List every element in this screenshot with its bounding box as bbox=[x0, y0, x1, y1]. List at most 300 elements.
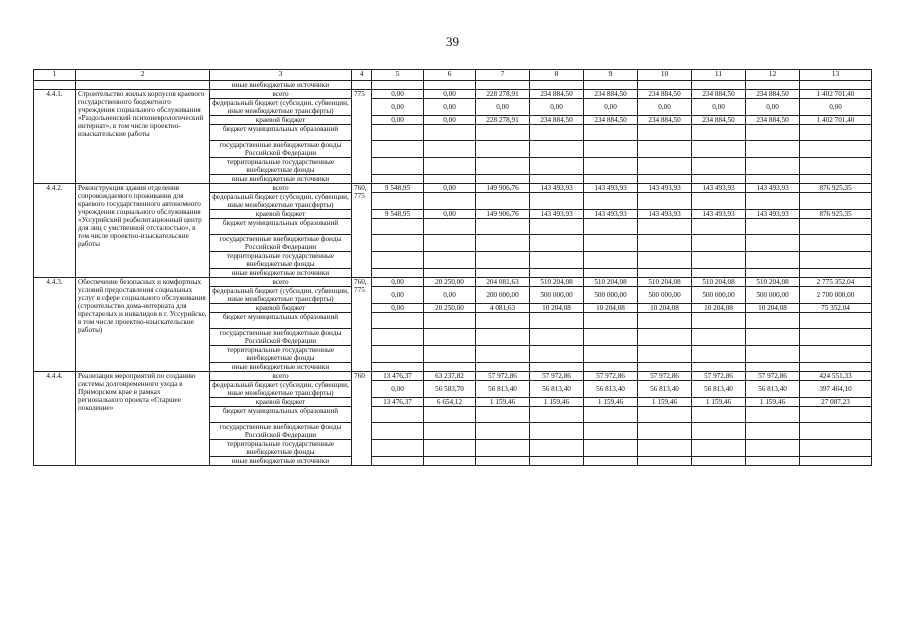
amount-cell bbox=[746, 235, 800, 252]
amount-cell: 234 884,50 bbox=[746, 90, 800, 99]
amount-cell bbox=[692, 141, 746, 158]
amount-cell bbox=[424, 440, 476, 457]
amount-cell bbox=[372, 423, 424, 440]
amount-cell bbox=[584, 158, 638, 175]
amount-cell bbox=[584, 235, 638, 252]
amount-cell: 6 654,12 bbox=[424, 398, 476, 407]
amount-cell bbox=[372, 158, 424, 175]
amount-cell bbox=[692, 440, 746, 457]
amount-cell: 10 204,08 bbox=[638, 304, 692, 313]
item-number: 4.4.2. bbox=[34, 184, 76, 278]
amount-cell bbox=[584, 329, 638, 346]
amount-cell: 13 476,37 bbox=[372, 372, 424, 381]
amount-cell bbox=[692, 407, 746, 423]
amount-cell bbox=[746, 193, 800, 210]
table-row bbox=[34, 372, 872, 381]
column-number: 5 bbox=[372, 70, 424, 81]
budget-table bbox=[33, 69, 872, 466]
amount-cell: 510 204,08 bbox=[530, 278, 584, 287]
amount-cell bbox=[476, 158, 530, 175]
amount-cell bbox=[476, 252, 530, 269]
amount-cell: 200 000,00 bbox=[476, 287, 530, 304]
amount-cell bbox=[692, 235, 746, 252]
column-number: 7 bbox=[476, 70, 530, 81]
item-name: Реконструкция здания отделения сопровождаемого проживания для краевого государственного автономного учреждения социального обслуживания «Уссурийский реабилитационный центр для лиц с умственной отсталостью», в том числе проектно-изыскательские работы bbox=[76, 184, 210, 278]
amount-cell: 0,00 bbox=[424, 116, 476, 125]
amount-cell bbox=[372, 175, 424, 184]
amount-cell: 10 204,08 bbox=[746, 304, 800, 313]
amount-cell bbox=[372, 457, 424, 466]
amount-cell: 500 000,00 bbox=[584, 287, 638, 304]
amount-cell bbox=[584, 313, 638, 329]
amount-cell bbox=[692, 193, 746, 210]
amount-cell bbox=[638, 346, 692, 363]
amount-cell: 143 493,93 bbox=[638, 184, 692, 193]
amount-cell bbox=[692, 346, 746, 363]
item-number: 4.4.1. bbox=[34, 90, 76, 184]
responsible-code: 775 bbox=[352, 90, 372, 184]
amount-cell: 234 884,50 bbox=[692, 116, 746, 125]
funding-source: краевой бюджет bbox=[210, 304, 352, 313]
amount-cell: 0,00 bbox=[372, 381, 424, 398]
amount-cell bbox=[584, 346, 638, 363]
amount-cell: 0,00 bbox=[800, 99, 872, 116]
amount-cell: 149 906,76 bbox=[476, 210, 530, 219]
column-number: 13 bbox=[800, 70, 872, 81]
funding-source: иные внебюджетные источники bbox=[210, 363, 352, 372]
column-number: 8 bbox=[530, 70, 584, 81]
amount-cell bbox=[424, 269, 476, 278]
amount-cell bbox=[638, 457, 692, 466]
amount-cell bbox=[746, 423, 800, 440]
amount-cell bbox=[530, 252, 584, 269]
amount-cell bbox=[800, 219, 872, 235]
amount-cell: 57 972,86 bbox=[476, 372, 530, 381]
amount-cell: 0,00 bbox=[692, 99, 746, 116]
funding-source: территориальные государственные внебюджетные фонды bbox=[210, 252, 352, 269]
amount-cell: 20 250,00 bbox=[424, 278, 476, 287]
amount-cell: 424 551,33 bbox=[800, 372, 872, 381]
amount-cell: 143 493,93 bbox=[746, 184, 800, 193]
amount-cell bbox=[530, 175, 584, 184]
amount-cell bbox=[584, 141, 638, 158]
item-number: 4.4.4. bbox=[34, 372, 76, 466]
amount-cell: 234 884,50 bbox=[584, 90, 638, 99]
amount-cell bbox=[424, 175, 476, 184]
amount-cell bbox=[800, 269, 872, 278]
amount-cell: 234 884,50 bbox=[584, 116, 638, 125]
amount-cell: 143 493,93 bbox=[746, 210, 800, 219]
amount-cell: 234 884,50 bbox=[746, 116, 800, 125]
amount-cell bbox=[638, 219, 692, 235]
source-label: иные внебюджетные источники bbox=[210, 81, 352, 90]
amount-cell: 56 813,40 bbox=[638, 381, 692, 398]
amount-cell bbox=[476, 219, 530, 235]
amount-cell: 234 884,50 bbox=[530, 116, 584, 125]
amount-cell: 143 493,93 bbox=[692, 184, 746, 193]
page-number: 39 bbox=[446, 34, 459, 49]
funding-source: иные внебюджетные источники bbox=[210, 457, 352, 466]
amount-cell bbox=[638, 193, 692, 210]
amount-cell: 10 204,08 bbox=[692, 304, 746, 313]
amount-cell: 0,00 bbox=[424, 210, 476, 219]
amount-cell bbox=[476, 269, 530, 278]
amount-cell: 149 906,76 bbox=[476, 184, 530, 193]
amount-cell: 57 972,86 bbox=[692, 372, 746, 381]
funding-source: бюджет муниципальных образований bbox=[210, 313, 352, 329]
amount-cell: 234 884,50 bbox=[692, 90, 746, 99]
amount-cell: 876 925,35 bbox=[800, 210, 872, 219]
amount-cell bbox=[530, 346, 584, 363]
amount-cell bbox=[424, 158, 476, 175]
amount-cell bbox=[372, 219, 424, 235]
amount-cell: 510 204,08 bbox=[638, 278, 692, 287]
amount-cell bbox=[692, 329, 746, 346]
funding-source: краевой бюджет bbox=[210, 210, 352, 219]
amount-cell bbox=[476, 175, 530, 184]
amount-cell: 234 884,50 bbox=[638, 90, 692, 99]
column-number: 11 bbox=[692, 70, 746, 81]
amount-cell bbox=[638, 141, 692, 158]
amount-cell: 510 204,08 bbox=[692, 278, 746, 287]
amount-cell bbox=[476, 457, 530, 466]
amount-cell: 500 000,00 bbox=[530, 287, 584, 304]
amount-cell bbox=[424, 329, 476, 346]
amount-cell bbox=[746, 346, 800, 363]
funding-source: государственные внебюджетные фонды Российской Федерации bbox=[210, 235, 352, 252]
funding-source: федеральный бюджет (субсидии, субвенции, иные межбюджетные трансферты) bbox=[210, 381, 352, 398]
amount-cell bbox=[584, 219, 638, 235]
amount-cell bbox=[800, 457, 872, 466]
amount-cell bbox=[692, 423, 746, 440]
amount-cell bbox=[530, 158, 584, 175]
amount-cell: 397 464,10 bbox=[800, 381, 872, 398]
amount-cell: 0,00 bbox=[638, 99, 692, 116]
amount-cell: 56 813,40 bbox=[746, 381, 800, 398]
amount-cell bbox=[476, 329, 530, 346]
amount-cell bbox=[424, 457, 476, 466]
amount-cell bbox=[372, 193, 424, 210]
amount-cell bbox=[530, 125, 584, 141]
amount-cell bbox=[746, 363, 800, 372]
amount-cell: 20 250,00 bbox=[424, 304, 476, 313]
amount-cell: 57 972,86 bbox=[638, 372, 692, 381]
amount-cell bbox=[638, 269, 692, 278]
funding-source: государственные внебюджетные фонды Российской Федерации bbox=[210, 329, 352, 346]
amount-cell: 204 081,63 bbox=[476, 278, 530, 287]
amount-cell bbox=[692, 125, 746, 141]
amount-cell: 57 972,86 bbox=[584, 372, 638, 381]
amount-cell bbox=[424, 252, 476, 269]
amount-cell: 510 204,08 bbox=[746, 278, 800, 287]
header-row bbox=[34, 70, 872, 81]
amount-cell bbox=[476, 363, 530, 372]
funding-source: всего bbox=[210, 90, 352, 99]
amount-cell bbox=[424, 407, 476, 423]
amount-cell bbox=[692, 158, 746, 175]
column-number: 4 bbox=[352, 70, 372, 81]
funding-source: территориальные государственные внебюджетные фонды bbox=[210, 346, 352, 363]
amount-cell bbox=[372, 235, 424, 252]
amount-cell: 234 884,50 bbox=[638, 116, 692, 125]
funding-source: всего bbox=[210, 278, 352, 287]
amount-cell bbox=[424, 313, 476, 329]
table-row bbox=[34, 184, 872, 193]
amount-cell: 0,00 bbox=[584, 99, 638, 116]
amount-cell bbox=[530, 313, 584, 329]
amount-cell: 228 278,91 bbox=[476, 116, 530, 125]
funding-source: федеральный бюджет (субсидии, субвенции, иные межбюджетные трансферты) bbox=[210, 287, 352, 304]
amount-cell bbox=[746, 329, 800, 346]
amount-cell: 143 493,93 bbox=[530, 184, 584, 193]
funding-source: бюджет муниципальных образований bbox=[210, 219, 352, 235]
amount-cell: 1 159,46 bbox=[746, 398, 800, 407]
amount-cell bbox=[638, 235, 692, 252]
amount-cell: 56 583,70 bbox=[424, 381, 476, 398]
amount-cell bbox=[372, 252, 424, 269]
amount-cell: 0,00 bbox=[372, 287, 424, 304]
amount-cell: 510 204,08 bbox=[584, 278, 638, 287]
amount-cell bbox=[638, 440, 692, 457]
amount-cell bbox=[746, 440, 800, 457]
amount-cell bbox=[800, 346, 872, 363]
amount-cell: 1 159,46 bbox=[584, 398, 638, 407]
amount-cell bbox=[692, 252, 746, 269]
amount-cell: 143 493,93 bbox=[584, 184, 638, 193]
amount-cell bbox=[692, 363, 746, 372]
funding-source: всего bbox=[210, 184, 352, 193]
amount-cell bbox=[424, 125, 476, 141]
amount-cell: 0,00 bbox=[372, 304, 424, 313]
amount-cell: 143 493,93 bbox=[638, 210, 692, 219]
amount-cell: 0,00 bbox=[424, 99, 476, 116]
amount-cell: 27 087,23 bbox=[800, 398, 872, 407]
column-number: 1 bbox=[34, 70, 76, 81]
amount-cell bbox=[746, 407, 800, 423]
amount-cell: 0,00 bbox=[372, 90, 424, 99]
item-name: Реализация мероприятий по созданию системы долговременного ухода в Приморском крае в рамках регионального проекта «Старшее поколение» bbox=[76, 372, 210, 466]
funding-source: федеральный бюджет (субсидии, субвенции, иные межбюджетные трансферты) bbox=[210, 99, 352, 116]
amount-cell: 2 700 000,00 bbox=[800, 287, 872, 304]
amount-cell: 234 884,50 bbox=[530, 90, 584, 99]
amount-cell bbox=[530, 269, 584, 278]
amount-cell bbox=[584, 440, 638, 457]
amount-cell bbox=[530, 219, 584, 235]
amount-cell bbox=[746, 175, 800, 184]
amount-cell bbox=[530, 440, 584, 457]
responsible-code: 760 bbox=[352, 372, 372, 466]
item-number: 4.4.3. bbox=[34, 278, 76, 372]
amount-cell: 56 813,40 bbox=[530, 381, 584, 398]
responsible-code: 760, 775 bbox=[352, 278, 372, 372]
amount-cell bbox=[476, 141, 530, 158]
amount-cell: 0,00 bbox=[424, 184, 476, 193]
amount-cell: 500 000,00 bbox=[692, 287, 746, 304]
amount-cell bbox=[746, 457, 800, 466]
amount-cell: 57 972,86 bbox=[530, 372, 584, 381]
amount-cell bbox=[372, 346, 424, 363]
amount-cell: 0,00 bbox=[746, 99, 800, 116]
funding-source: территориальные государственные внебюджетные фонды bbox=[210, 440, 352, 457]
amount-cell bbox=[530, 329, 584, 346]
amount-cell bbox=[800, 423, 872, 440]
amount-cell: 0,00 bbox=[372, 116, 424, 125]
amount-cell bbox=[476, 193, 530, 210]
amount-cell bbox=[476, 440, 530, 457]
amount-cell: 0,00 bbox=[424, 90, 476, 99]
amount-cell: 500 000,00 bbox=[746, 287, 800, 304]
amount-cell bbox=[692, 457, 746, 466]
amount-cell bbox=[692, 269, 746, 278]
amount-cell bbox=[746, 269, 800, 278]
amount-cell bbox=[584, 193, 638, 210]
amount-cell: 56 813,40 bbox=[476, 381, 530, 398]
funding-source: всего bbox=[210, 372, 352, 381]
amount-cell bbox=[584, 407, 638, 423]
amount-cell: 9 548,95 bbox=[372, 184, 424, 193]
amount-cell bbox=[800, 363, 872, 372]
continuation-row bbox=[34, 81, 872, 90]
amount-cell: 2 775 352,04 bbox=[800, 278, 872, 287]
column-number: 2 bbox=[76, 70, 210, 81]
amount-cell bbox=[746, 252, 800, 269]
amount-cell bbox=[638, 158, 692, 175]
funding-source: краевой бюджет bbox=[210, 116, 352, 125]
amount-cell bbox=[746, 141, 800, 158]
amount-cell bbox=[800, 252, 872, 269]
amount-cell bbox=[584, 125, 638, 141]
amount-cell: 57 972,86 bbox=[746, 372, 800, 381]
amount-cell: 500 000,00 bbox=[638, 287, 692, 304]
responsible-code: 760, 775 bbox=[352, 184, 372, 278]
amount-cell bbox=[424, 346, 476, 363]
amount-cell bbox=[476, 235, 530, 252]
amount-cell bbox=[746, 125, 800, 141]
amount-cell bbox=[584, 457, 638, 466]
item-name: Строительство жилых корпусов краевого государственного бюджетного учреждения социального обслуживания «Раздольненский психоневрологический интернат», в том числе проектно-изыскательские работы bbox=[76, 90, 210, 184]
amount-cell bbox=[530, 407, 584, 423]
amount-cell bbox=[638, 363, 692, 372]
amount-cell bbox=[584, 269, 638, 278]
amount-cell bbox=[584, 175, 638, 184]
amount-cell bbox=[424, 141, 476, 158]
amount-cell: 56 813,40 bbox=[692, 381, 746, 398]
amount-cell bbox=[746, 158, 800, 175]
amount-cell bbox=[692, 175, 746, 184]
amount-cell bbox=[530, 141, 584, 158]
item-name: Обеспечение безопасных и комфортных условий предоставления социальных услуг в сфере социального обслуживания (строительство дома-интерната для престарелых и инвалидов в г. Уссурийске, в том числе проектно-изыскательские работы) bbox=[76, 278, 210, 372]
amount-cell bbox=[800, 440, 872, 457]
amount-cell bbox=[424, 423, 476, 440]
amount-cell: 4 081,63 bbox=[476, 304, 530, 313]
amount-cell bbox=[638, 175, 692, 184]
amount-cell bbox=[800, 329, 872, 346]
amount-cell bbox=[476, 423, 530, 440]
amount-cell bbox=[476, 407, 530, 423]
amount-cell bbox=[530, 235, 584, 252]
amount-cell bbox=[584, 423, 638, 440]
amount-cell bbox=[372, 125, 424, 141]
funding-source: иные внебюджетные источники bbox=[210, 269, 352, 278]
amount-cell bbox=[692, 313, 746, 329]
amount-cell bbox=[638, 407, 692, 423]
amount-cell bbox=[372, 141, 424, 158]
amount-cell bbox=[372, 363, 424, 372]
amount-cell: 9 548,95 bbox=[372, 210, 424, 219]
amount-cell bbox=[638, 125, 692, 141]
column-number: 3 bbox=[210, 70, 352, 81]
amount-cell: 228 278,91 bbox=[476, 90, 530, 99]
amount-cell bbox=[800, 193, 872, 210]
funding-source: бюджет муниципальных образований bbox=[210, 125, 352, 141]
amount-cell bbox=[800, 125, 872, 141]
amount-cell bbox=[800, 158, 872, 175]
amount-cell: 143 493,93 bbox=[584, 210, 638, 219]
column-number: 6 bbox=[424, 70, 476, 81]
funding-source: федеральный бюджет (субсидии, субвенции, иные межбюджетные трансферты) bbox=[210, 193, 352, 210]
amount-cell bbox=[424, 193, 476, 210]
column-number: 12 bbox=[746, 70, 800, 81]
amount-cell bbox=[530, 363, 584, 372]
amount-cell bbox=[424, 363, 476, 372]
amount-cell: 1 402 701,40 bbox=[800, 90, 872, 99]
amount-cell bbox=[800, 141, 872, 158]
amount-cell bbox=[424, 219, 476, 235]
amount-cell bbox=[476, 313, 530, 329]
amount-cell: 0,00 bbox=[372, 278, 424, 287]
amount-cell: 0,00 bbox=[372, 99, 424, 116]
funding-source: государственные внебюджетные фонды Российской Федерации bbox=[210, 423, 352, 440]
amount-cell: 13 476,37 bbox=[372, 398, 424, 407]
amount-cell bbox=[638, 423, 692, 440]
amount-cell: 143 493,93 bbox=[530, 210, 584, 219]
amount-cell: 75 352,04 bbox=[800, 304, 872, 313]
amount-cell: 143 493,93 bbox=[692, 210, 746, 219]
amount-cell bbox=[800, 407, 872, 423]
amount-cell bbox=[372, 329, 424, 346]
amount-cell: 0,00 bbox=[530, 99, 584, 116]
funding-source: иные внебюджетные источники bbox=[210, 175, 352, 184]
amount-cell: 63 237,82 bbox=[424, 372, 476, 381]
amount-cell bbox=[638, 313, 692, 329]
amount-cell bbox=[372, 313, 424, 329]
amount-cell: 56 813,40 bbox=[584, 381, 638, 398]
amount-cell bbox=[746, 313, 800, 329]
amount-cell bbox=[476, 125, 530, 141]
funding-source: бюджет муниципальных образований bbox=[210, 407, 352, 423]
amount-cell bbox=[530, 193, 584, 210]
amount-cell: 10 204,08 bbox=[530, 304, 584, 313]
amount-cell bbox=[800, 175, 872, 184]
amount-cell bbox=[530, 457, 584, 466]
column-number: 10 bbox=[638, 70, 692, 81]
amount-cell bbox=[584, 252, 638, 269]
amount-cell bbox=[584, 363, 638, 372]
amount-cell: 10 204,08 bbox=[584, 304, 638, 313]
amount-cell bbox=[800, 313, 872, 329]
funding-source: государственные внебюджетные фонды Российской Федерации bbox=[210, 141, 352, 158]
amount-cell: 876 925,35 bbox=[800, 184, 872, 193]
funding-source: территориальные государственные внебюджетные фонды bbox=[210, 158, 352, 175]
amount-cell bbox=[800, 235, 872, 252]
table-row bbox=[34, 90, 872, 99]
amount-cell: 0,00 bbox=[476, 99, 530, 116]
amount-cell: 1 159,46 bbox=[692, 398, 746, 407]
amount-cell bbox=[746, 219, 800, 235]
amount-cell bbox=[372, 407, 424, 423]
amount-cell: 1 402 701,40 bbox=[800, 116, 872, 125]
amount-cell bbox=[372, 440, 424, 457]
